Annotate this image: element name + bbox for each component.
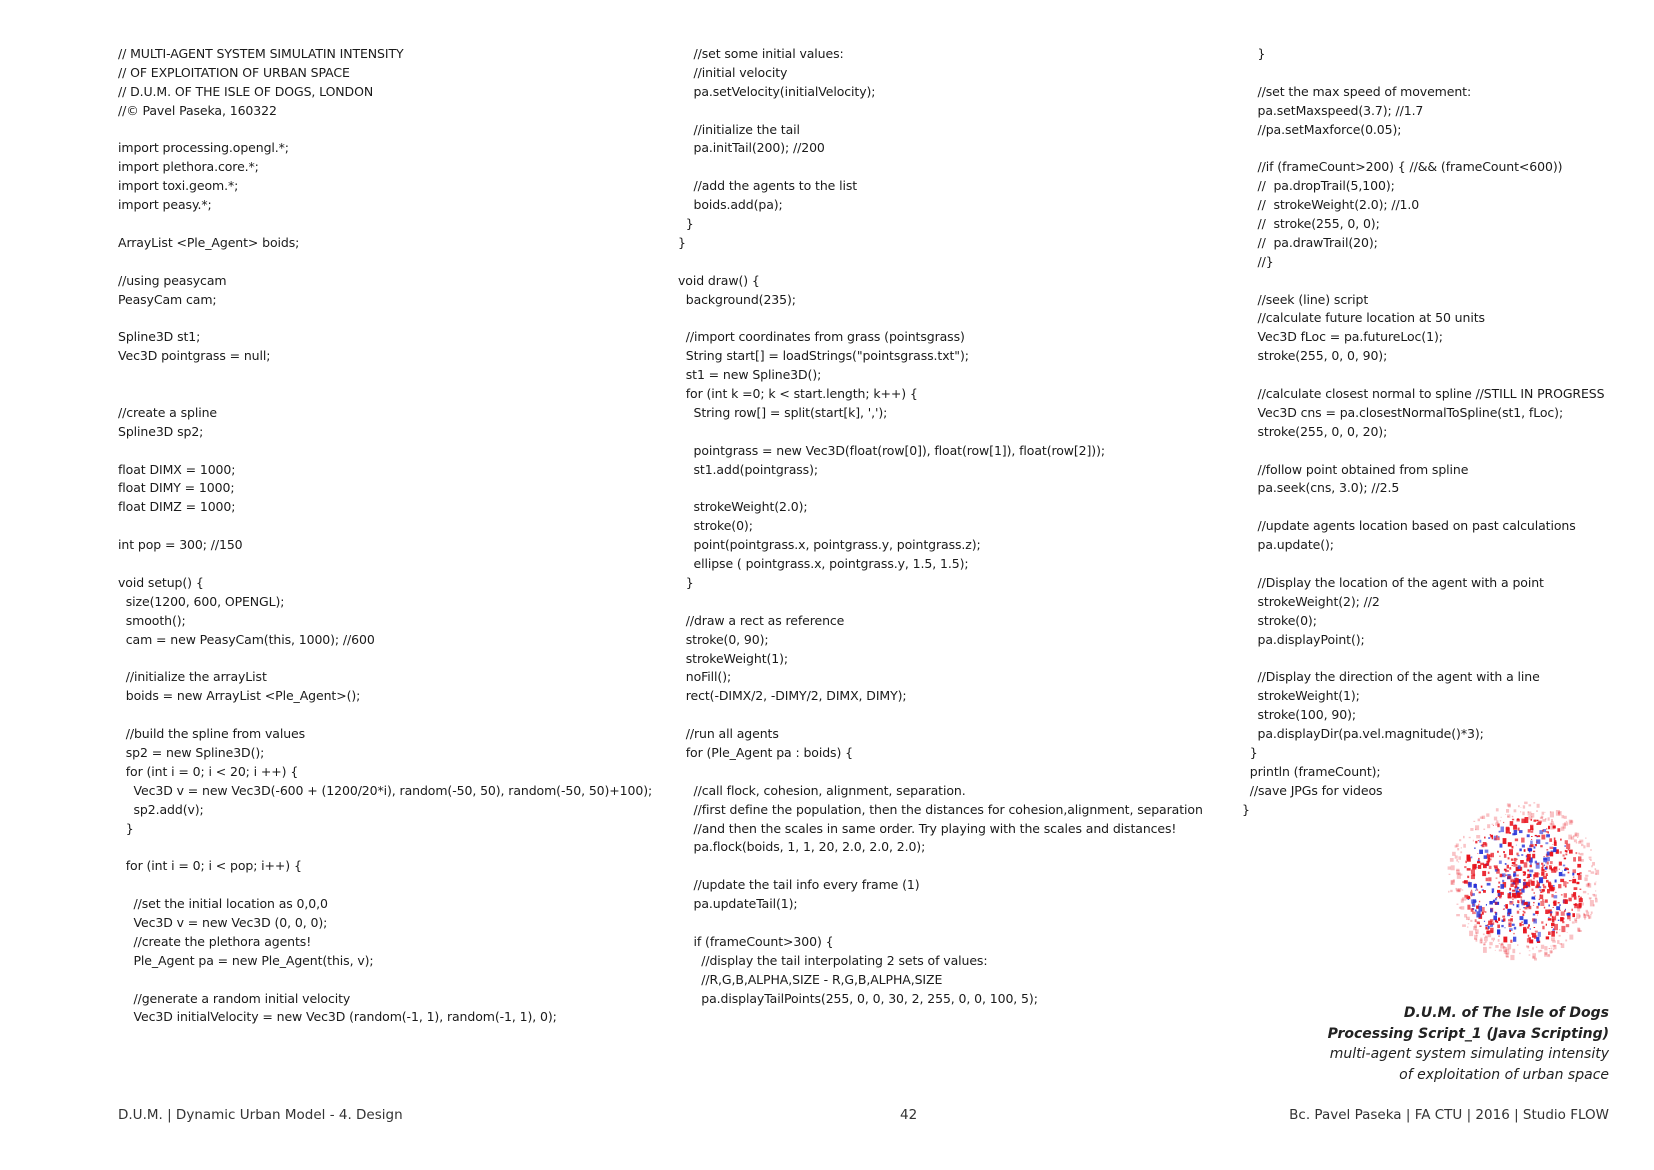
code-line: pa.seek(cns, 3.0); //2.5 bbox=[1242, 480, 1400, 496]
code-line: float DIMX = 1000; bbox=[118, 461, 236, 477]
code-line: // MULTI-AGENT SYSTEM SIMULATIN INTENSITY bbox=[118, 46, 404, 61]
code-line: background(235); bbox=[678, 291, 796, 307]
code-line: //calculate future location at 50 units bbox=[1242, 310, 1485, 326]
code-line bbox=[1242, 555, 1642, 574]
code-line: Vec3D cns = pa.closestNormalToSpline(st1, fLoc); bbox=[1242, 404, 1564, 420]
code-line: smooth(); bbox=[118, 612, 186, 628]
code-line: noFill(); bbox=[678, 669, 732, 685]
code-line: st1 = new Spline3D(); bbox=[678, 367, 822, 383]
code-line bbox=[118, 706, 678, 725]
code-line bbox=[678, 763, 1238, 782]
code-line bbox=[1242, 64, 1642, 83]
code-line bbox=[1242, 650, 1642, 669]
code-line: //set the initial location as 0,0,0 bbox=[118, 896, 328, 912]
code-line: String row[] = split(start[k], ','); bbox=[678, 404, 888, 420]
code-line bbox=[118, 253, 678, 272]
code-line: import processing.opengl.*; bbox=[118, 140, 289, 156]
code-line: cam = new PeasyCam(this, 1000); //600 bbox=[118, 631, 375, 647]
code-line: //save JPGs for videos bbox=[1242, 782, 1383, 798]
code-line: stroke(0); bbox=[1242, 612, 1317, 628]
figure-caption bbox=[1328, 1003, 1609, 1085]
code-line: pa.displayTailPoints(255, 0, 0, 30, 2, 255, 0, 0, 100, 5); bbox=[678, 990, 1038, 1006]
code-line: //initial velocity bbox=[678, 64, 788, 80]
code-line: //follow point obtained from spline bbox=[1242, 461, 1469, 477]
code-line: //pa.setMaxforce(0.05); bbox=[1242, 121, 1402, 137]
code-line: strokeWeight(2.0); bbox=[678, 499, 808, 515]
code-line bbox=[1242, 498, 1642, 517]
code-line: pa.setMaxspeed(3.7); //1.7 bbox=[1242, 102, 1424, 118]
code-line bbox=[1242, 442, 1642, 461]
simulation-thumbnail-image bbox=[1440, 795, 1605, 975]
code-line: //generate a random initial velocity bbox=[118, 990, 351, 1006]
code-line: //add the agents to the list bbox=[678, 178, 858, 194]
code-line: if (frameCount>300) { bbox=[678, 933, 834, 949]
code-line: //© Pavel Paseka, 160322 bbox=[118, 102, 277, 118]
code-line bbox=[1242, 139, 1642, 158]
code-line: stroke(0, 90); bbox=[678, 631, 769, 647]
code-line: //} bbox=[1242, 253, 1274, 269]
code-line: } bbox=[678, 574, 694, 590]
code-line: strokeWeight(1); bbox=[1242, 688, 1360, 704]
code-line: //create the plethora agents! bbox=[118, 933, 312, 949]
code-line: //display the tail interpolating 2 sets of values: bbox=[678, 952, 988, 968]
code-line bbox=[118, 555, 678, 574]
code-line: //first define the population, then the distances for cohesion,alignment, separation bbox=[678, 801, 1203, 817]
code-line: size(1200, 600, OPENGL); bbox=[118, 593, 285, 609]
code-line: pa.displayDir(pa.vel.magnitude()*3); bbox=[1242, 726, 1484, 742]
code-line bbox=[678, 479, 1238, 498]
code-column-2 bbox=[678, 45, 1238, 1008]
code-line bbox=[118, 442, 678, 461]
code-line bbox=[118, 838, 678, 857]
code-line: // pa.dropTrail(5,100); bbox=[1242, 178, 1395, 194]
code-line: void draw() { bbox=[678, 272, 760, 288]
code-line bbox=[678, 857, 1238, 876]
code-line: // D.U.M. OF THE ISLE OF DOGS, LONDON bbox=[118, 83, 374, 99]
code-line: ellipse ( pointgrass.x, pointgrass.y, 1.5, 1.5); bbox=[678, 556, 969, 572]
footer-author-info: Bc. Pavel Paseka | FA CTU | 2016 | Studio FLOW bbox=[1289, 1107, 1609, 1123]
code-line bbox=[678, 158, 1238, 177]
code-line: PeasyCam cam; bbox=[118, 291, 217, 307]
code-line: for (int i = 0; i < 20; i ++) { bbox=[118, 763, 299, 779]
code-line: Vec3D initialVelocity = new Vec3D (random(-1, 1), random(-1, 1), 0); bbox=[118, 1009, 557, 1025]
code-line bbox=[118, 650, 678, 669]
code-line: } bbox=[1242, 801, 1250, 817]
code-line bbox=[678, 253, 1238, 272]
code-line: ArrayList <Ple_Agent> boids; bbox=[118, 234, 300, 250]
code-line: //update agents location based on past calculations bbox=[1242, 518, 1576, 534]
footer-document-title: D.U.M. | Dynamic Urban Model - 4. Design bbox=[118, 1107, 403, 1123]
code-line: Vec3D v = new Vec3D (0, 0, 0); bbox=[118, 914, 328, 930]
code-line: pa.initTail(200); //200 bbox=[678, 140, 825, 156]
code-line: println (frameCount); bbox=[1242, 763, 1381, 779]
code-line bbox=[678, 102, 1238, 121]
code-line: // stroke(255, 0, 0); bbox=[1242, 216, 1380, 232]
code-line: // OF EXPLOITATION OF URBAN SPACE bbox=[118, 64, 350, 80]
code-line: } bbox=[1242, 744, 1258, 760]
code-line bbox=[678, 706, 1238, 725]
code-line: //R,G,B,ALPHA,SIZE - R,G,B,ALPHA,SIZE bbox=[678, 971, 943, 987]
code-line: float DIMY = 1000; bbox=[118, 480, 235, 496]
code-line bbox=[118, 971, 678, 990]
code-line: //import coordinates from grass (pointsgrass) bbox=[678, 329, 965, 345]
code-line: //run all agents bbox=[678, 726, 779, 742]
code-line: } bbox=[678, 234, 686, 250]
code-line: boids.add(pa); bbox=[678, 197, 783, 213]
code-line: stroke(255, 0, 0, 90); bbox=[1242, 348, 1388, 364]
code-line: pa.updateTail(1); bbox=[678, 896, 798, 912]
code-line: } bbox=[1242, 46, 1266, 61]
code-line: pointgrass = new Vec3D(float(row[0]), float(row[1]), float(row[2])); bbox=[678, 442, 1105, 458]
code-line: //Display the location of the agent with a point bbox=[1242, 574, 1544, 590]
code-line: //initialize the arrayList bbox=[118, 669, 267, 685]
code-line: //create a spline bbox=[118, 404, 218, 420]
code-line: stroke(100, 90); bbox=[1242, 707, 1356, 723]
code-line: } bbox=[118, 820, 134, 836]
code-line bbox=[1242, 366, 1642, 385]
code-line bbox=[678, 309, 1238, 328]
code-line: import plethora.core.*; bbox=[118, 159, 259, 175]
code-line: rect(-DIMX/2, -DIMY/2, DIMX, DIMY); bbox=[678, 688, 907, 704]
code-line bbox=[118, 517, 678, 536]
code-line: st1.add(pointgrass); bbox=[678, 461, 818, 477]
code-line: //call flock, cohesion, alignment, separation. bbox=[678, 782, 966, 798]
code-line: Vec3D pointgrass = null; bbox=[118, 348, 271, 364]
code-line: for (int i = 0; i < pop; i++) { bbox=[118, 858, 302, 874]
code-line: //if (frameCount>200) { //&& (frameCount<600)) bbox=[1242, 159, 1563, 175]
code-line: pa.flock(boids, 1, 1, 20, 2.0, 2.0, 2.0); bbox=[678, 839, 926, 855]
code-line: float DIMZ = 1000; bbox=[118, 499, 236, 515]
code-line bbox=[1242, 272, 1642, 291]
code-line: Ple_Agent pa = new Ple_Agent(this, v); bbox=[118, 952, 374, 968]
code-line: sp2 = new Spline3D(); bbox=[118, 744, 265, 760]
code-line: //build the spline from values bbox=[118, 726, 306, 742]
code-line: boids = new ArrayList <Ple_Agent>(); bbox=[118, 688, 361, 704]
code-line: //set some initial values: bbox=[678, 46, 844, 61]
code-line: // strokeWeight(2.0); //1.0 bbox=[1242, 197, 1420, 213]
caption-description-line-2: of exploitation of urban space bbox=[1399, 1066, 1609, 1083]
code-line bbox=[118, 309, 678, 328]
code-line bbox=[118, 385, 678, 404]
code-line: for (Ple_Agent pa : boids) { bbox=[678, 744, 853, 760]
code-line: pa.setVelocity(initialVelocity); bbox=[678, 83, 876, 99]
code-line bbox=[118, 876, 678, 895]
code-line: import peasy.*; bbox=[118, 197, 212, 213]
code-line: stroke(0); bbox=[678, 518, 753, 534]
code-line: for (int k =0; k < start.length; k++) { bbox=[678, 386, 918, 402]
code-line: //initialize the tail bbox=[678, 121, 800, 137]
code-line: int pop = 300; //150 bbox=[118, 537, 243, 553]
caption-title: D.U.M. of The Isle of Dogs bbox=[1403, 1005, 1609, 1021]
code-line: Vec3D v = new Vec3D(-600 + (1200/20*i), random(-50, 50), random(-50, 50)+100); bbox=[118, 782, 653, 798]
code-line: //using peasycam bbox=[118, 272, 227, 288]
code-line: //update the tail info every frame (1) bbox=[678, 877, 920, 893]
code-line: //draw a rect as reference bbox=[678, 612, 845, 628]
code-line bbox=[118, 366, 678, 385]
code-column-3 bbox=[1242, 45, 1642, 820]
code-line: //Display the direction of the agent with a line bbox=[1242, 669, 1540, 685]
code-line: Vec3D fLoc = pa.futureLoc(1); bbox=[1242, 329, 1443, 345]
code-line: //seek (line) script bbox=[1242, 291, 1369, 307]
code-line: strokeWeight(2); //2 bbox=[1242, 593, 1380, 609]
code-line bbox=[678, 593, 1238, 612]
code-line bbox=[118, 121, 678, 140]
code-column-1 bbox=[118, 45, 678, 1027]
code-line: sp2.add(v); bbox=[118, 801, 204, 817]
code-line: import toxi.geom.*; bbox=[118, 178, 239, 194]
code-line: Spline3D sp2; bbox=[118, 423, 204, 439]
code-line: strokeWeight(1); bbox=[678, 650, 789, 666]
code-line: Spline3D st1; bbox=[118, 329, 201, 345]
code-line bbox=[678, 914, 1238, 933]
code-line: String start[] = loadStrings("pointsgrass.txt"); bbox=[678, 348, 969, 364]
caption-subtitle: Processing Script_1 (Java Scripting) bbox=[1327, 1025, 1609, 1042]
code-line: pa.displayPoint(); bbox=[1242, 631, 1365, 647]
code-line: //set the max speed of movement: bbox=[1242, 83, 1472, 99]
code-line: //calculate closest normal to spline //STILL IN PROGRESS bbox=[1242, 386, 1605, 402]
code-line: // pa.drawTrail(20); bbox=[1242, 234, 1378, 250]
code-line: stroke(255, 0, 0, 20); bbox=[1242, 423, 1388, 439]
caption-description-line-1: multi-agent system simulating intensity bbox=[1329, 1046, 1609, 1062]
code-line: pa.update(); bbox=[1242, 537, 1334, 553]
code-line: void setup() { bbox=[118, 574, 204, 590]
code-line bbox=[118, 215, 678, 234]
code-line: point(pointgrass.x, pointgrass.y, pointgrass.z); bbox=[678, 537, 981, 553]
code-line: } bbox=[678, 216, 694, 232]
code-line: //and then the scales in same order. Try playing with the scales and distances! bbox=[678, 820, 1177, 836]
code-line bbox=[678, 423, 1238, 442]
footer-page-number: 42 bbox=[900, 1107, 918, 1123]
